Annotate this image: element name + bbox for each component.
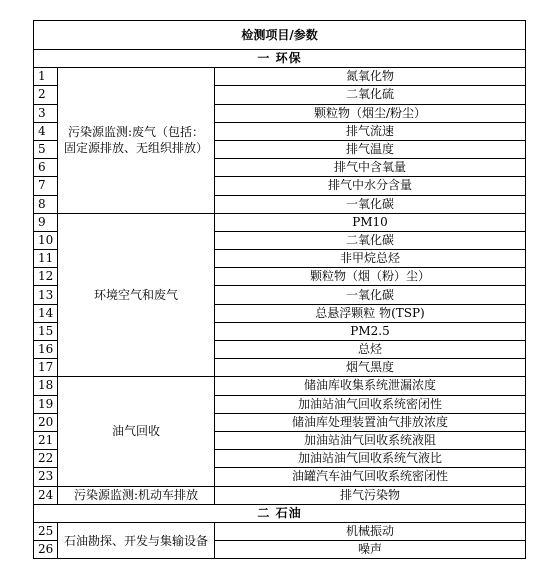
row-number: 23 [34,468,58,486]
item-name: 油罐汽车油气回收系统密闭性 [215,468,526,486]
row-number: 22 [34,450,58,468]
row-number: 6 [34,159,58,177]
item-name: 总烃 [215,341,526,359]
item-name: 颗粒物（烟（粉）尘） [215,268,526,286]
item-name: 排气中水分含量 [215,177,526,195]
row-number: 5 [34,140,58,158]
table-row [34,213,526,231]
row-number: 17 [34,359,58,377]
section-heading-environment: 一 环保 [34,50,526,68]
item-name: 噪声 [215,541,526,559]
row-number: 26 [34,541,58,559]
table-title: 检测项目/参数 [34,21,526,50]
row-number: 15 [34,322,58,340]
row-number: 4 [34,122,58,140]
row-number: 20 [34,413,58,431]
row-number: 18 [34,377,58,395]
item-name: 烟气黑度 [215,359,526,377]
item-name: 加油站油气回收系统气液比 [215,450,526,468]
row-number: 16 [34,341,58,359]
item-name: 加油站油气回收系统液阻 [215,431,526,449]
row-number: 10 [34,231,58,249]
table-title-row [34,21,526,50]
item-name: 储油库处理装置油气排放浓度 [215,413,526,431]
group-label-vapor-recovery: 油气回收 [58,377,215,486]
item-name: 一氧化碳 [215,286,526,304]
group-label-petroleum-equipment: 石油勘探、开发与集输设备 [58,522,215,558]
row-number: 7 [34,177,58,195]
inspection-items-table [33,20,526,559]
group-label-exhaust-gas: 污染源监测:废气（包括：固定源排放、无组织排放） [58,68,215,214]
item-name: 机械振动 [215,522,526,540]
row-number: 24 [34,486,58,504]
section-heading-petroleum: 二 石油 [34,504,526,522]
item-name: 排气污染物 [215,486,526,504]
section-row [34,504,526,522]
table-row [34,68,526,86]
row-number: 11 [34,250,58,268]
item-name: PM2.5 [215,322,526,340]
row-number: 14 [34,304,58,322]
row-number: 21 [34,431,58,449]
item-name: 储油库收集系统泄漏浓度 [215,377,526,395]
item-name: 排气流速 [215,122,526,140]
item-name: 加油站油气回收系统密闭性 [215,395,526,413]
item-name: 二氧化碳 [215,231,526,249]
row-number: 1 [34,68,58,86]
row-number: 8 [34,195,58,213]
item-name: 总悬浮颗粒 物(TSP) [215,304,526,322]
table-row [34,522,526,540]
item-name: PM10 [215,213,526,231]
item-name: 排气温度 [215,140,526,158]
row-number: 2 [34,86,58,104]
item-name: 颗粒物（烟尘/粉尘） [215,104,526,122]
row-number: 3 [34,104,58,122]
row-number: 19 [34,395,58,413]
row-number: 13 [34,286,58,304]
item-name: 氮氧化物 [215,68,526,86]
group-label-vehicle-emission: 污染源监测:机动车排放 [58,486,215,504]
item-name: 一氧化碳 [215,195,526,213]
row-number: 12 [34,268,58,286]
item-name: 二氧化硫 [215,86,526,104]
row-number: 9 [34,213,58,231]
item-name: 排气中含氧量 [215,159,526,177]
table-row [34,486,526,504]
group-label-ambient-air: 环境空气和废气 [58,213,215,377]
row-number: 25 [34,522,58,540]
table-row [34,377,526,395]
section-row [34,50,526,68]
item-name: 非甲烷总烃 [215,250,526,268]
